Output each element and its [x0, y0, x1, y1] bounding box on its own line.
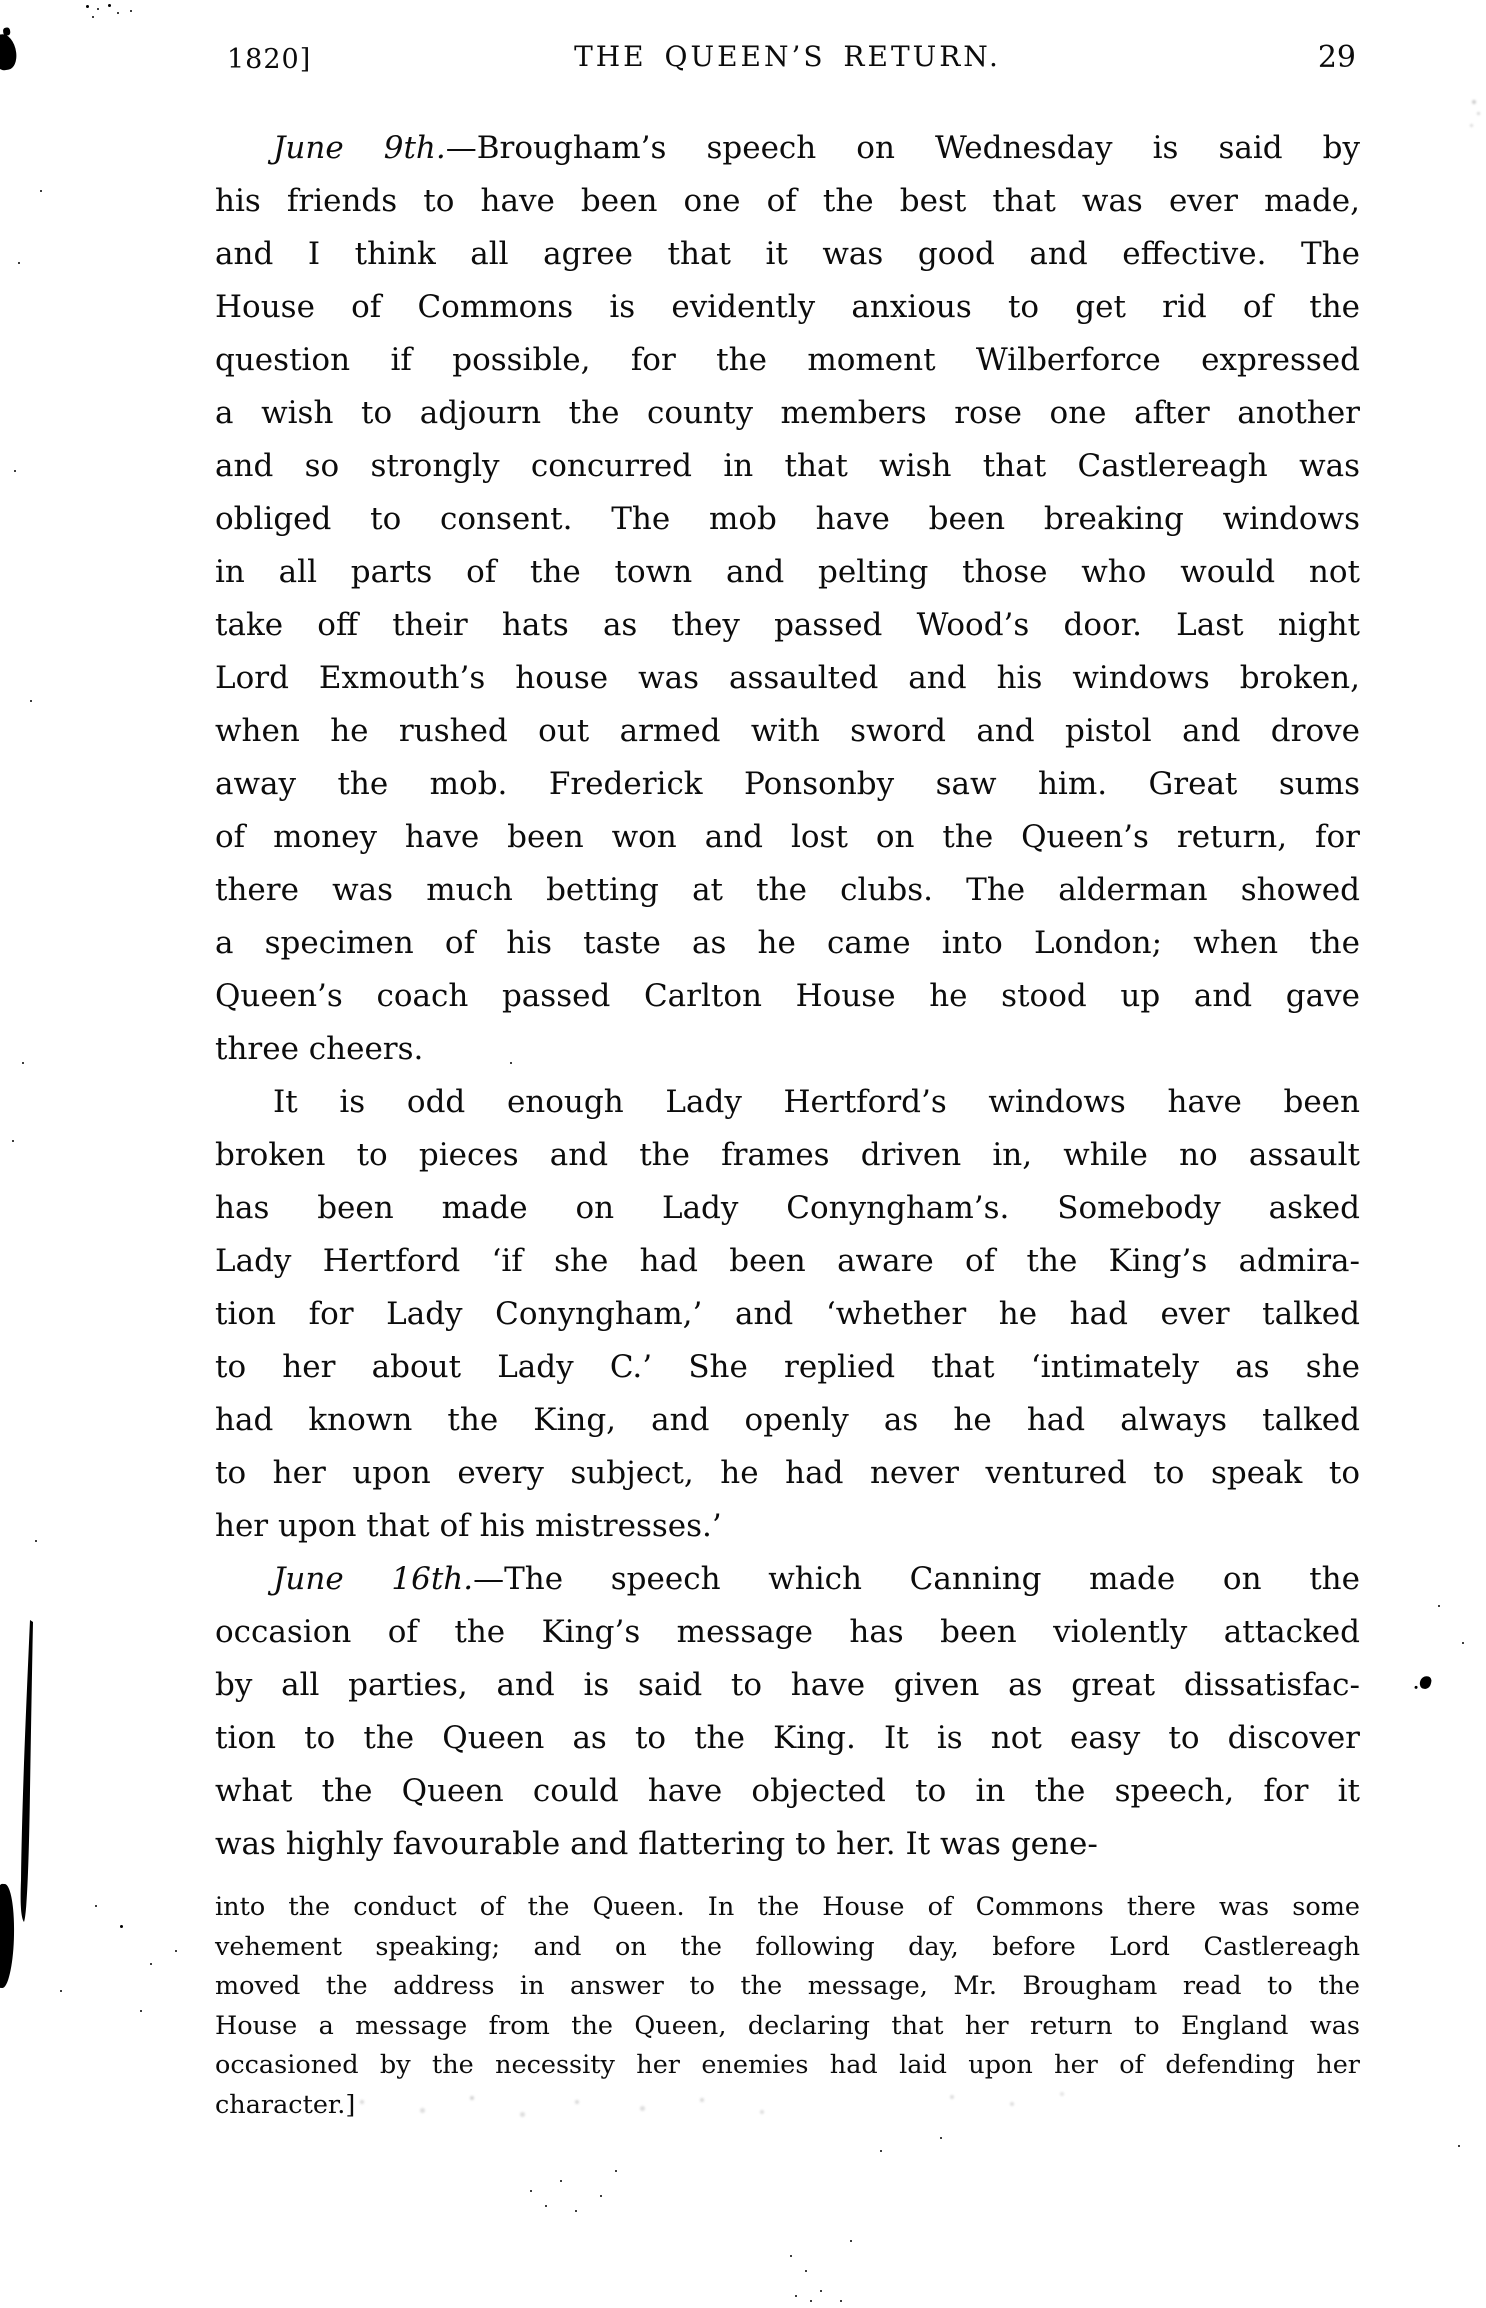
- ink-speck: [14, 470, 16, 472]
- running-header: [215, 40, 1360, 80]
- text-line: It is odd enough Lady Hertford’s windows have been: [273, 1084, 1360, 1120]
- ink-speck: [130, 10, 132, 12]
- ink-speck: [820, 2290, 822, 2292]
- ink-speck: [140, 2010, 142, 2012]
- ink-speck: [880, 2150, 882, 2152]
- ink-speck: [12, 1140, 14, 1142]
- text-line: June 16th.—The speech which Canning made on the: [273, 1561, 1360, 1597]
- ink-speck: [805, 2270, 807, 2272]
- text-line: tion for Lady Conyngham,’ and ‘whether he had ever talked: [215, 1296, 1360, 1332]
- text-line: of money have been won and lost on the Queen’s return, for: [215, 819, 1360, 855]
- ink-speck: [97, 8, 99, 10]
- footnote-line: into the conduct of the Queen. In the House of Commons there was some: [215, 1892, 1360, 1922]
- text-line: House of Commons is evidently anxious to get rid of the: [215, 289, 1360, 325]
- text-line: his friends to have been one of the best that was ever made,: [215, 183, 1360, 219]
- pen-stroke-left-margin: [0, 1600, 60, 2020]
- ink-speck: [86, 5, 89, 8]
- text-line: when he rushed out armed with sword and pistol and drove: [215, 713, 1360, 749]
- header-page-number: 29: [1317, 40, 1356, 75]
- ink-speck: [35, 1540, 37, 1542]
- text-line: what the Queen could have objected to in the speech, for it: [215, 1773, 1360, 1809]
- ink-speck: [575, 2210, 577, 2212]
- ink-speck: [60, 1990, 62, 1992]
- text-line: a specimen of his taste as he came into London; when the: [215, 925, 1360, 961]
- ink-speck: [810, 2300, 812, 2302]
- footnote-line: House a message from the Queen, declaring that her return to England was: [215, 2010, 1360, 2041]
- text-line: and I think all agree that it was good and effective. The: [215, 236, 1360, 272]
- ink-speck: [840, 2300, 842, 2302]
- ink-speck: [108, 4, 111, 7]
- text-line: to her about Lady C.’ She replied that ‘intimately as she: [215, 1349, 1360, 1385]
- footnote-line: moved the address in answer to the message, Mr. Brougham read to the: [215, 1971, 1360, 2001]
- header-running-title: THE QUEEN’S RETURN.: [574, 40, 1001, 73]
- text-line: was highly favourable and flattering to her. It was gene-: [215, 1826, 1098, 1862]
- text-line: her upon that of his mistresses.’: [215, 1508, 722, 1544]
- text-line: question if possible, for the moment Wilberforce expressed: [215, 342, 1360, 378]
- text-line: to her upon every subject, he had never ventured to speak to: [215, 1455, 1360, 1491]
- text-line: a wish to adjourn the county members rose one after another: [215, 395, 1360, 431]
- text-line: tion to the Queen as to the King. It is not easy to discover: [215, 1720, 1360, 1756]
- ink-speck: [40, 190, 42, 192]
- ink-speck: [1470, 124, 1473, 127]
- footnote-line: character.]: [215, 2089, 356, 2120]
- ink-speck: [150, 1963, 152, 1965]
- body-text: [215, 122, 1360, 1871]
- footnote-line: vehement speaking; and on the following day, before Lord Castlereagh: [215, 1931, 1360, 1962]
- header-year-marker: 1820]: [227, 44, 312, 75]
- text-line: had known the King, and openly as he had always talked: [215, 1402, 1360, 1438]
- text-line: June 9th.—Brougham’s speech on Wednesday is said by: [273, 130, 1360, 166]
- footnote: [215, 1888, 1360, 2125]
- paragraph: [215, 122, 1360, 1076]
- ink-blot-top-left: [0, 33, 18, 72]
- text-line: Lady Hertford ‘if she had been aware of the King’s admira-: [215, 1243, 1360, 1279]
- text-line: and so strongly concurred in that wish that Castlereagh was: [215, 448, 1360, 484]
- ink-speck: [22, 1062, 24, 1064]
- ink-speck: [790, 2255, 792, 2257]
- ink-speck: [1472, 100, 1476, 104]
- text-line: occasion of the King’s message has been violently attacked: [215, 1614, 1360, 1650]
- paragraph: [215, 1553, 1360, 1871]
- text-line: away the mob. Frederick Ponsonby saw him. Great sums: [215, 766, 1360, 802]
- text-line: in all parts of the town and pelting those who would not: [215, 554, 1360, 590]
- ink-speck: [1458, 2145, 1460, 2147]
- ink-speck: [795, 2295, 797, 2297]
- ink-speck: [1477, 112, 1480, 115]
- ink-speck: [850, 2240, 852, 2242]
- text-line: broken to pieces and the frames driven in, while no assault: [215, 1137, 1360, 1173]
- text-line: has been made on Lady Conyngham’s. Somebody asked: [215, 1190, 1360, 1226]
- text-line: obliged to consent. The mob have been breaking windows: [215, 501, 1360, 537]
- text-line: there was much betting at the clubs. The alderman showed: [215, 872, 1360, 908]
- ink-speck: [117, 12, 119, 14]
- ink-speck: [120, 1925, 123, 1928]
- text-line: Lord Exmouth’s house was assaulted and his windows broken,: [215, 660, 1360, 696]
- ink-blot-left-edge: [0, 1884, 16, 1989]
- ink-speck: [940, 2137, 942, 2139]
- ink-speck: [1462, 1642, 1464, 1644]
- paragraph: [215, 1076, 1360, 1553]
- ink-speck: [30, 700, 32, 702]
- ink-speck: [92, 16, 94, 18]
- footnote-line: occasioned by the necessity her enemies had laid upon her of defending her: [215, 2050, 1360, 2080]
- ink-speck: [600, 2195, 602, 2197]
- text-line: Queen’s coach passed Carlton House he stood up and gave: [215, 978, 1360, 1014]
- ink-speck: [615, 2170, 617, 2172]
- ink-speck: [1438, 1605, 1440, 1607]
- ink-speck: [175, 1950, 177, 1952]
- text-line: take off their hats as they passed Wood’s door. Last night: [215, 607, 1360, 643]
- ink-speck: [560, 2180, 562, 2182]
- ink-speck: [530, 2190, 532, 2192]
- text-line: by all parties, and is said to have given as great dissatisfac-: [215, 1667, 1360, 1703]
- text-line: three cheers.: [215, 1031, 424, 1067]
- ink-blot-right-margin: [1419, 1675, 1433, 1690]
- ink-speck: [18, 262, 20, 264]
- ink-speck: [95, 1905, 97, 1907]
- ink-speck: [545, 2205, 547, 2207]
